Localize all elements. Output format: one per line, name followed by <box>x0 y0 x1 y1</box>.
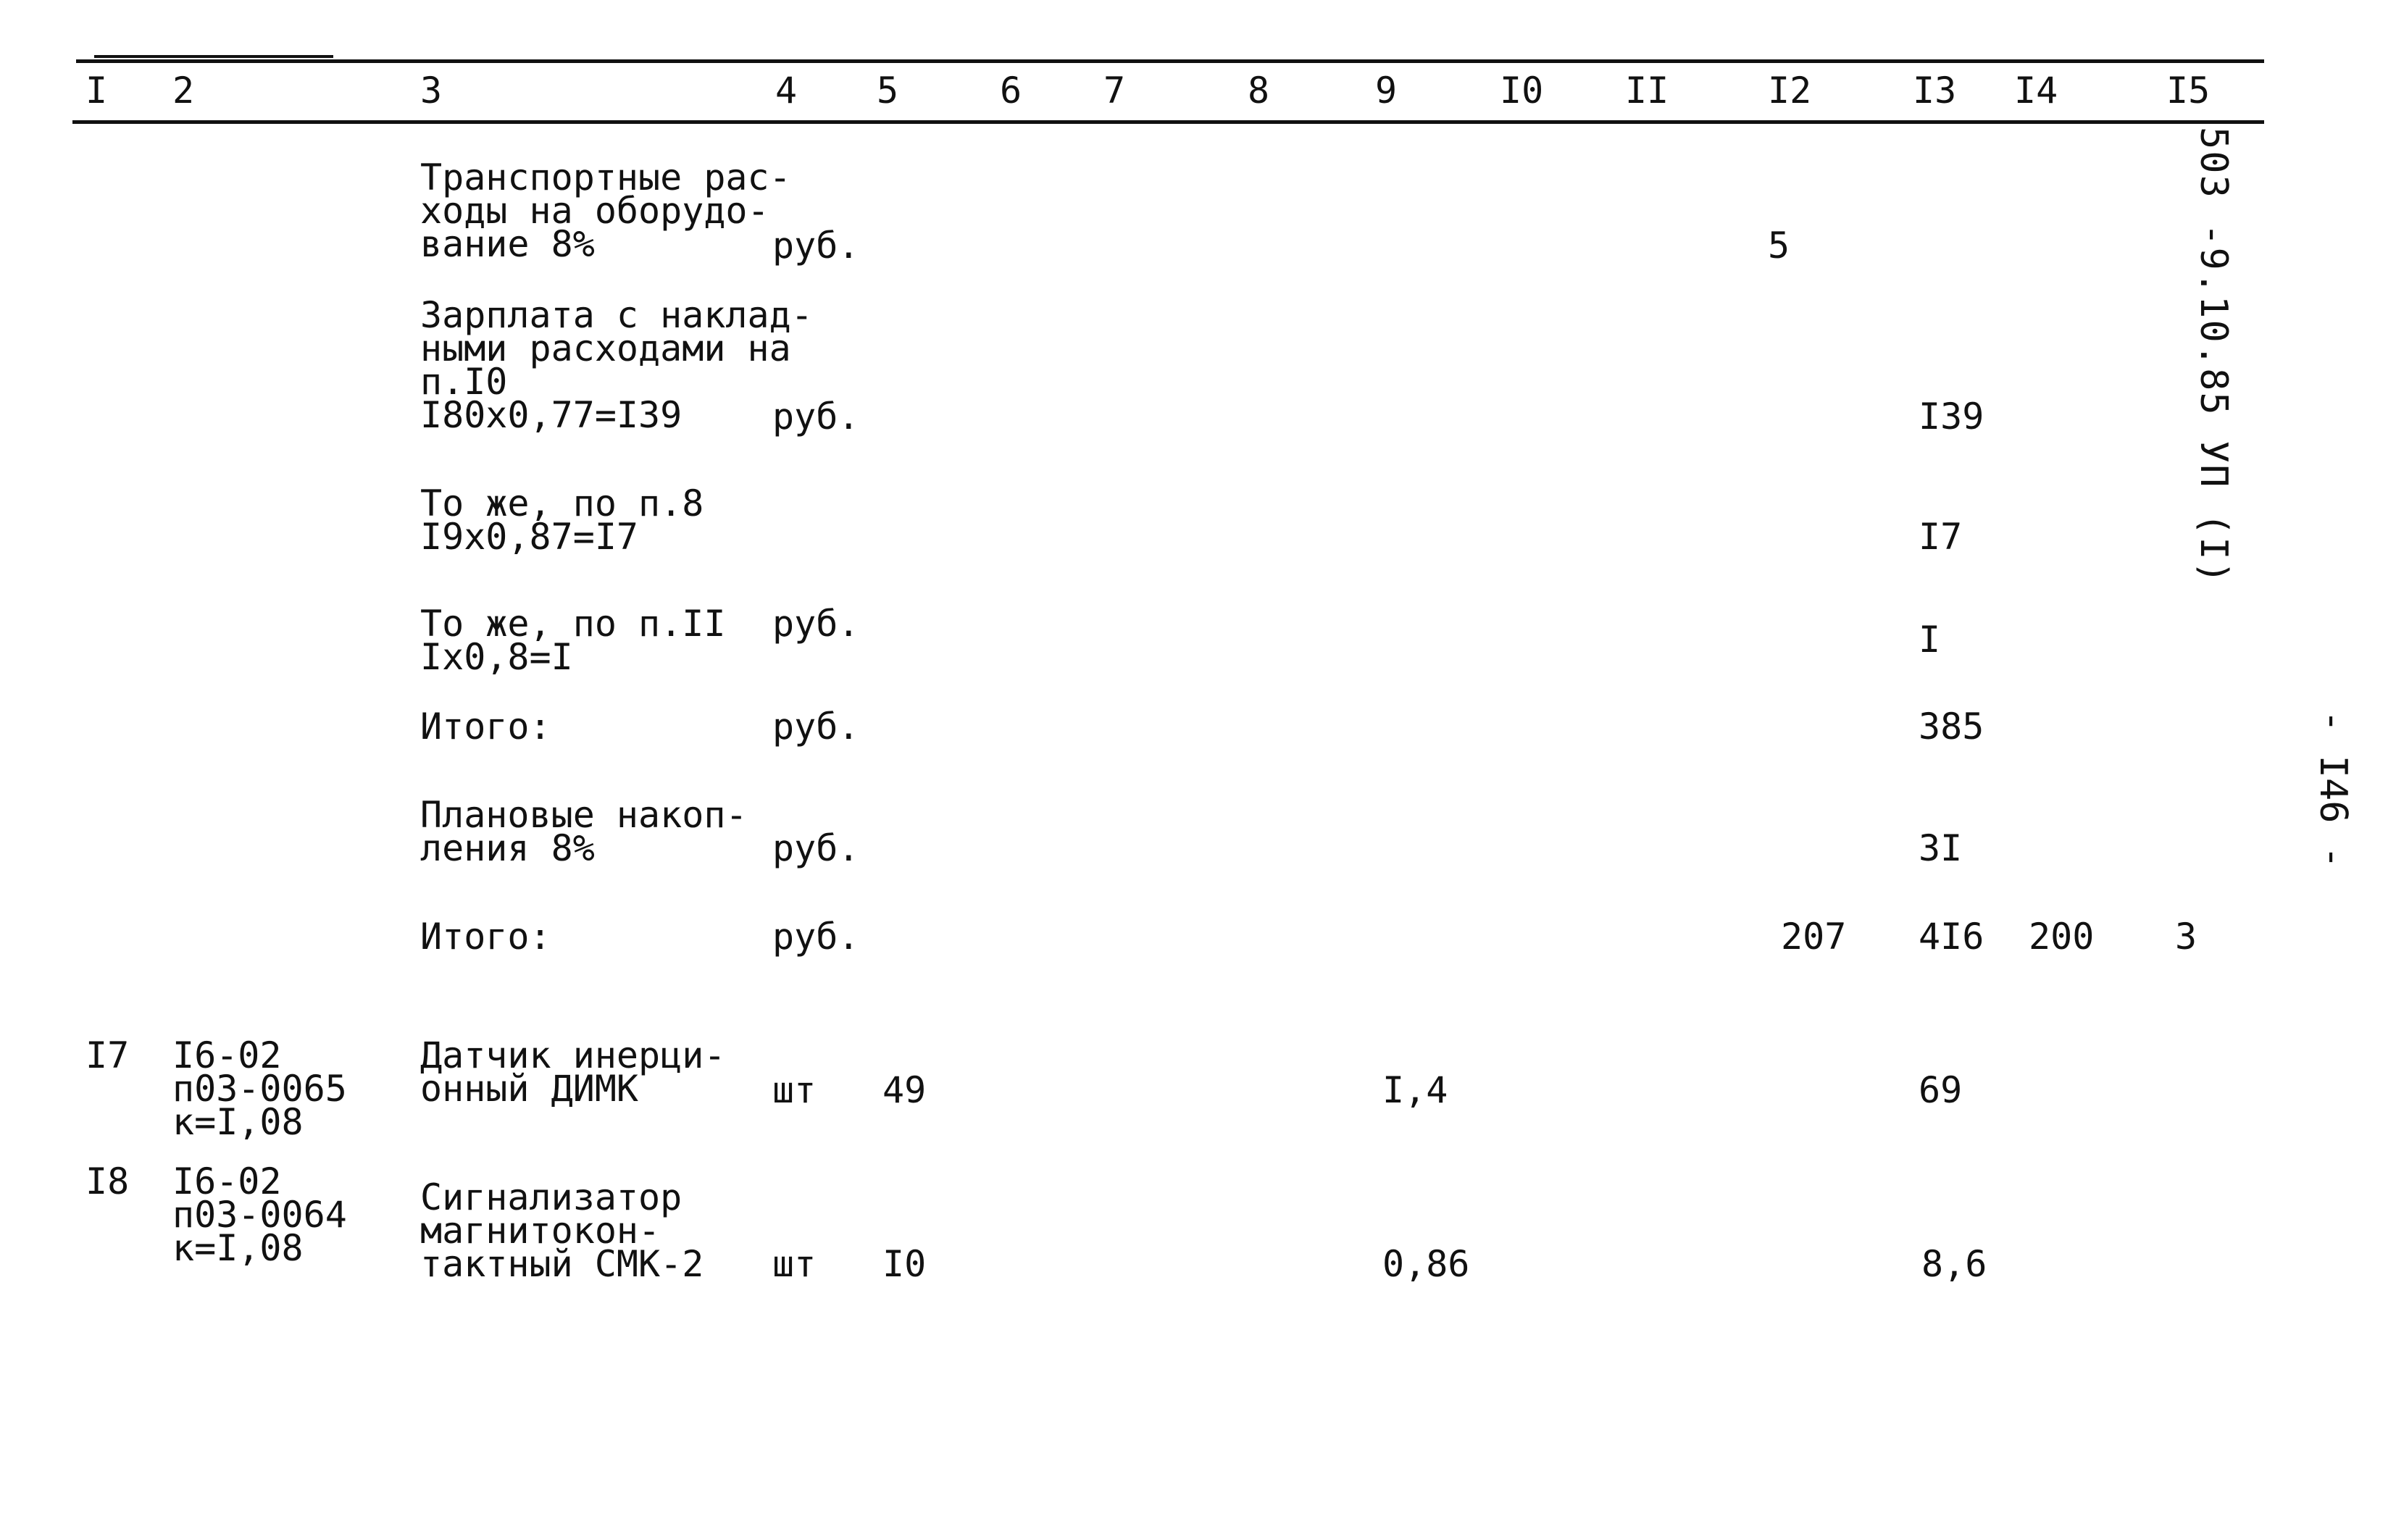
row-code: I6-02 п03-0065 к=I,08 <box>172 1034 347 1143</box>
column-header-14: I4 <box>2014 70 2058 112</box>
row-col13: 8,6 <box>1921 1243 1987 1285</box>
row-name: Транспортные рас- ходы на оборудо- вание 8% <box>420 156 791 265</box>
row-col12: 207 <box>1781 916 1847 958</box>
row-number: I7 <box>85 1034 130 1076</box>
document-code: 503 -9.10.85 УП (I) <box>2192 127 2235 585</box>
row-col13: 4I6 <box>1919 916 1984 958</box>
row-name: То же, по п.II Iх0,8=I <box>420 603 726 678</box>
column-header-8: 8 <box>1248 70 1270 112</box>
row-unit: руб. <box>772 706 860 748</box>
column-header-13: I3 <box>1913 70 1957 112</box>
row-col13: 3I <box>1919 827 1963 869</box>
row-col9: I,4 <box>1382 1069 1448 1111</box>
row-unit: руб. <box>772 396 860 438</box>
column-header-9: 9 <box>1375 70 1398 112</box>
row-name: Зарплата с наклад- ными расходами на п.I0 I80х0,77=I39 <box>420 294 813 436</box>
row-col13: I <box>1919 619 1941 661</box>
page-number: - I46 - <box>2311 710 2355 869</box>
row-number: I8 <box>85 1160 130 1202</box>
row-name: Итого: <box>420 706 551 748</box>
row-col5: I0 <box>882 1243 927 1285</box>
row-unit: руб. <box>772 916 860 958</box>
column-header-15: I5 <box>2166 70 2211 112</box>
row-col14: 200 <box>2029 916 2095 958</box>
column-header-12: I2 <box>1768 70 1812 112</box>
row-col15: 3 <box>2175 916 2197 958</box>
row-col9: 0,86 <box>1382 1243 1470 1285</box>
row-unit: шт <box>772 1243 817 1285</box>
header-rule-fragment <box>94 55 333 58</box>
column-header-5: 5 <box>877 70 899 112</box>
column-header-3: 3 <box>420 70 443 112</box>
column-header-4: 4 <box>775 70 798 112</box>
row-col13: 69 <box>1919 1069 1963 1111</box>
row-code: I6-02 п03-0064 к=I,08 <box>172 1160 347 1269</box>
column-header-7: 7 <box>1103 70 1126 112</box>
row-unit: руб. <box>772 603 860 645</box>
row-col13: I7 <box>1919 516 1963 558</box>
row-name: Датчик инерци- онный ДИМК <box>420 1034 726 1110</box>
column-header-6: 6 <box>1000 70 1022 112</box>
header-top-rule <box>76 59 2264 63</box>
row-unit: руб. <box>772 827 860 869</box>
row-name: То же, по п.8 I9х0,87=I7 <box>420 482 704 558</box>
column-header-2: 2 <box>172 70 195 112</box>
row-unit: шт <box>772 1069 817 1111</box>
column-header-10: I0 <box>1500 70 1544 112</box>
column-header-1: I <box>85 70 108 112</box>
row-col13: I39 <box>1919 396 1984 438</box>
row-col5: 49 <box>882 1069 927 1111</box>
row-name: Итого: <box>420 916 551 958</box>
row-name: Плановые накоп- ления 8% <box>420 794 748 869</box>
row-col13: 385 <box>1919 706 1984 748</box>
column-header-11: II <box>1625 70 1669 112</box>
row-unit: руб. <box>772 225 860 267</box>
header-bottom-rule <box>72 120 2264 124</box>
row-col12: 5 <box>1768 225 1790 267</box>
row-name: Сигнализатор магнитокон- тактный СМК-2 <box>420 1176 704 1285</box>
